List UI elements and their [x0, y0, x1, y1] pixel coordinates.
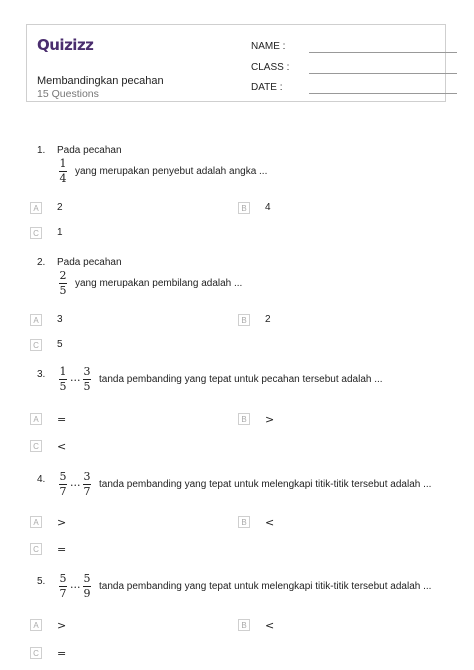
date-field[interactable]: [251, 82, 282, 93]
name-label: NAME :: [251, 41, 286, 52]
option-value: 4: [265, 202, 271, 213]
option-value: <: [265, 516, 275, 529]
numerator: 3: [83, 470, 91, 483]
class-field[interactable]: [251, 62, 289, 73]
numerator: 1: [59, 157, 67, 170]
worksheet-title: Membandingkan pecahan: [37, 75, 164, 87]
question-text: tanda pembanding yang tepat untuk melengkapi titik-titik tersebut adalah ...: [99, 581, 432, 592]
option-value: =: [57, 647, 67, 660]
numerator: 1: [59, 365, 67, 378]
numerator: 3: [83, 365, 91, 378]
option-value: =: [57, 543, 67, 556]
option-value: 3: [57, 314, 63, 325]
option-letter: B: [238, 619, 250, 631]
option-letter: C: [30, 227, 42, 239]
date-line: [309, 93, 457, 94]
option-letter: C: [30, 440, 42, 452]
numerator: 2: [59, 269, 67, 282]
comparison-dots: ···: [70, 581, 81, 594]
question-text: yang merupakan penyebut adalah angka ...: [75, 166, 268, 177]
fraction: [59, 158, 67, 185]
denominator: 7: [83, 485, 91, 498]
option-letter: C: [30, 339, 42, 351]
option-value: 1: [57, 227, 63, 238]
class-label: CLASS :: [251, 62, 290, 73]
fraction: [59, 270, 67, 297]
option-letter: C: [30, 647, 42, 659]
option-letter: A: [30, 314, 42, 326]
option-value: <: [57, 440, 67, 453]
worksheet-header: [26, 24, 446, 102]
question-number: 4.: [37, 474, 46, 485]
option-letter: A: [30, 413, 42, 425]
denominator: 9: [83, 587, 91, 600]
question-text: yang merupakan pembilang adalah ...: [75, 278, 243, 289]
option-letter: C: [30, 543, 42, 555]
question-number: 2.: [37, 257, 46, 268]
option-letter: B: [238, 314, 250, 326]
comparison-dots: ···: [70, 479, 81, 492]
question-text: tanda pembanding yang tepat untuk melengkapi titik-titik tersebut adalah ...: [99, 479, 432, 490]
numerator: 5: [59, 470, 67, 483]
denominator: 5: [59, 380, 67, 393]
date-label: DATE :: [251, 82, 283, 93]
option-letter: A: [30, 619, 42, 631]
option-value: >: [265, 413, 275, 426]
question-intro: Pada pecahan: [57, 257, 122, 268]
question-text: tanda pembanding yang tepat untuk pecahan tersebut adalah ...: [99, 374, 383, 385]
option-letter: A: [30, 202, 42, 214]
fraction-right: [83, 366, 91, 393]
question-number: 1.: [37, 145, 46, 156]
fraction-left: [59, 573, 67, 600]
fraction-right: [83, 471, 91, 498]
class-line: [309, 73, 457, 74]
denominator: 7: [59, 485, 67, 498]
denominator: 5: [59, 284, 67, 297]
numerator: 5: [83, 572, 91, 585]
option-value: 5: [57, 339, 63, 350]
name-line: [309, 52, 457, 53]
option-letter: B: [238, 202, 250, 214]
denominator: 7: [59, 587, 67, 600]
question-number: 3.: [37, 369, 46, 380]
denominator: 4: [59, 172, 67, 185]
fraction-right: [83, 573, 91, 600]
name-field[interactable]: [251, 41, 285, 52]
option-value: >: [57, 619, 67, 632]
quizizz-logo: Quizizz: [37, 36, 94, 54]
option-value: <: [265, 619, 275, 632]
question-count: 15 Questions: [37, 88, 99, 100]
question-number: 5.: [37, 576, 46, 587]
comparison-dots: ···: [70, 374, 81, 387]
option-value: =: [57, 413, 67, 426]
option-letter: B: [238, 413, 250, 425]
option-letter: A: [30, 516, 42, 528]
denominator: 5: [83, 380, 91, 393]
option-value: 2: [57, 202, 63, 213]
fraction-left: [59, 366, 67, 393]
option-letter: B: [238, 516, 250, 528]
option-value: 2: [265, 314, 271, 325]
option-value: >: [57, 516, 67, 529]
question-intro: Pada pecahan: [57, 145, 122, 156]
fraction-left: [59, 471, 67, 498]
numerator: 5: [59, 572, 67, 585]
